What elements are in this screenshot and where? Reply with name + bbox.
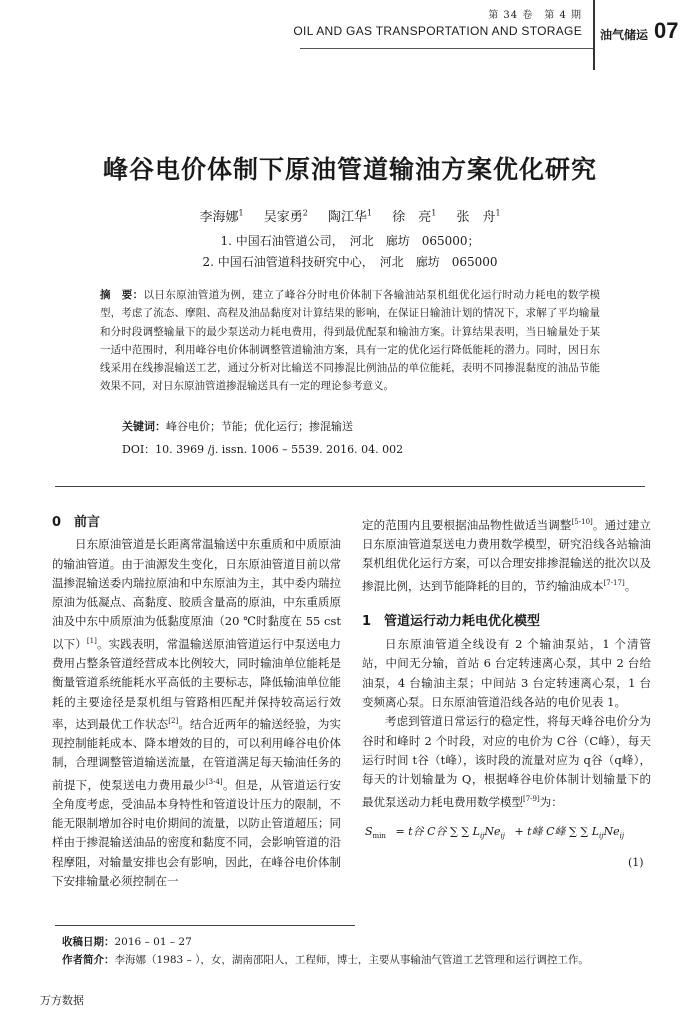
- author: 吴家勇$^2$: [263, 208, 308, 225]
- intro-continuation: 定的范围内且要根据油品物性做适当调整[5-10]。通过建立日东原油管道泵送电力费用数学模型，研究沿线各站输油泵机组优化运行方案，可以合理安排掺混输送的批次以及掺混比例，达到节能降耗的目的，节约输油成本[7-17]。: [362, 517, 651, 593]
- paragraph: 日东原油管道全线设有 2 个输油泵站，1 个清管站，中间无分输，首站 6 台定转速离心泵，其中 2 台给油泵，4 台输油主泵；中间站 3 台定转速离心泵，1 台变频离心泵。日东原油管道沿线各站的电价见表 1。: [362, 637, 651, 710]
- journal-name-en: OIL AND GAS TRANSPORTATION AND STORAGE: [293, 24, 582, 38]
- header-vertical-bar: [593, 0, 595, 70]
- author: 张 舟$^1$: [456, 208, 501, 225]
- section-heading: 0 前言: [52, 515, 101, 530]
- abstract-label: 摘 要：: [100, 289, 144, 301]
- author-bio: 作者简介：李海娜（1983 – ），女，湖南邵阳人，工程师，博士，主要从事输油气管道工艺管理和运行调控工作。: [62, 954, 589, 966]
- journal-issue: 第 34 卷 第 4 期: [488, 10, 582, 21]
- paragraph: 考虑到管道日常运行的稳定性，将每天峰谷电价分为谷时和峰时 2 个时段，对应的电价为 C谷（C峰），每天运行时间 t谷（t峰），该时段的流量对应为 q谷（q峰），每天的计划输量为 Q，根据峰谷电价体制计划输量下的最优泵送动力耗电费用数学模型[7-9]为：: [362, 714, 651, 809]
- right-column: [362, 513, 651, 812]
- journal-name-cn: 油气储运: [600, 28, 649, 42]
- section-heading: 1 管道运行动力耗电优化模型: [362, 613, 541, 629]
- page-number: 07: [654, 18, 679, 43]
- abstract-text: 以日东原油管道为例，建立了峰谷分时电价体制下各输油站泵机组优化运行时动力耗电的数学模型，考虑了流态、摩阻、高程及油品黏度对计算结果的影响，在保证日输油计划的情况下，求解了平均输量和分时段调整输量下的最少泵送动力耗电费用，得到最优配泵和输油方案。计算结果表明，当日输量处于某一适中范围时，利用峰谷电价体制调整管道输油方案，具有一定的优化运行降低能耗的潜力。同时，因日东线采用在线掺混输送工艺，通过分析对比输送不同掺混比例油品的单位能耗，表明不同掺混黏度的油品节能效果不同，对日东原油管道掺混输送具有一定的理论参考意义。: [100, 289, 601, 393]
- affiliation: 2. 中国石油管道科技研究中心， 河北 廊坊 065000: [202, 255, 498, 269]
- author: 陶江华$^1$: [327, 208, 373, 225]
- abstract: [100, 286, 600, 396]
- author: 李海娜$^1$: [199, 208, 244, 225]
- paper-title: 峰谷电价体制下原油管道输油方案优化研究: [102, 155, 597, 184]
- keywords: 关键词：峰谷电价；节能；优化运行；掺混输送: [122, 420, 353, 433]
- author-list: [0, 206, 700, 225]
- equation-1: $S_{min} = t$谷 C谷 ∑ ∑ $L_{ij}Ne_{ij} + t$峰 C峰 ∑ ∑ $L_{ij}Ne_{ij}$: [365, 825, 624, 841]
- left-column: 0 前言 日东原油管道是长距离常温输送中东重质和中质原油的输油管道。由于油源发生变化，日东原油管道目前以常温掺混输送委内瑞拉原油和中东原油为主，其中委内瑞拉原油为低凝点、高黏度、胶质含量高的原油，中东重质原油及中东中质原油为低黏度原油（20 ℃时黏度在 55 cst 以下）[1]。实践表明，常温输送原油管道运行中泵送电力费用占整条管道经营成本比例较大，同时输油单位能耗是衡量管道系统能耗水平高低的主要标志，降低输油单位能耗的主要途径是泵机组与管路相匹配并保持较高运行效率，达到最优工作状态[2]。结合近两年的输送经验，为实现控制能耗成本、降本增效的目的，可以利用峰谷电价体制，合理调整管道输送流量，在管道满足每天输油任务的前提下，使泵送电力费用最少[3-4]。但是，从管道运行安全角度考虑，受油品本身特性和管道设计压力的限制，不能无限制增加谷时电价期间的流量，以防止管道超压；同样由于掺混输送油品的密度和黏度不同，会影响管道的沿程摩阻，对输量安排也会有影响，因此，在峰谷电价体制下安排输量必须控制在一: [52, 515, 342, 888]
- received-date: 收稿日期：2016 – 01 – 27: [62, 936, 192, 948]
- doi: DOI：10. 3969 /j. issn. 1006 – 5539. 2016. 04. 002: [122, 443, 404, 456]
- author: 徐 亮$^1$: [392, 208, 437, 225]
- header-divider: [300, 48, 593, 49]
- abstract-divider: [55, 486, 645, 487]
- watermark-text: 万方数据: [40, 994, 84, 1007]
- equation-number: (1): [628, 856, 644, 869]
- affiliation: 1. 中国石油管道公司， 河北 廊坊 065000；: [220, 234, 480, 248]
- footer-divider: [55, 925, 355, 926]
